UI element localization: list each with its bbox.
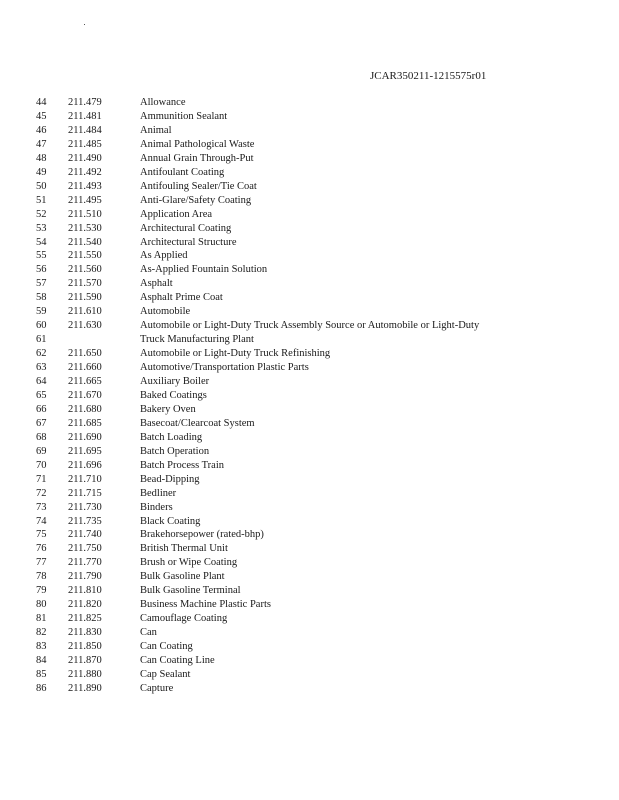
line-number: 49	[36, 166, 47, 178]
line-number: 82	[36, 627, 47, 639]
section-number: 211.492	[68, 166, 102, 178]
defined-term: Basecoat/Clearcoat System	[140, 417, 255, 429]
line-number: 66	[36, 403, 47, 415]
line-number: 79	[36, 585, 47, 597]
line-number: 64	[36, 376, 47, 387]
line-number: 72	[36, 487, 47, 499]
line-number: 70	[36, 459, 47, 471]
section-number: 211.530	[68, 222, 102, 234]
line-number: 73	[36, 501, 47, 513]
defined-term: Bead-Dipping	[140, 473, 200, 485]
section-number: 211.690	[68, 431, 102, 443]
defined-term: Ammunition Sealant	[140, 110, 228, 122]
line-number: 57	[36, 278, 47, 290]
section-number: 211.670	[68, 389, 102, 401]
line-number: 48	[36, 152, 47, 164]
defined-term: Animal Pathological Waste	[140, 138, 255, 150]
defined-term: British Thermal Unit	[140, 543, 228, 555]
section-number: 211.560	[68, 264, 102, 276]
defined-term: Baked Coatings	[140, 389, 207, 401]
defined-term: Can Coating	[140, 641, 193, 653]
defined-term: Black Coating	[140, 515, 201, 527]
defined-term: Animal	[140, 124, 172, 136]
line-number: 45	[36, 110, 47, 122]
section-number: 211.660	[68, 362, 102, 374]
section-number: 211.481	[68, 110, 102, 122]
line-number: 54	[36, 236, 47, 248]
defined-term: Can Coating Line	[140, 655, 215, 666]
section-number: 211.540	[68, 236, 102, 248]
line-number: 50	[36, 180, 47, 192]
defined-term: Batch Loading	[140, 431, 203, 443]
line-number: 52	[36, 208, 47, 220]
defined-term: Auxiliary Boiler	[140, 376, 210, 387]
line-number: 74	[36, 515, 47, 527]
line-number: 67	[36, 417, 47, 429]
section-number: 211.550	[68, 250, 102, 262]
section-number: 211.590	[68, 292, 102, 304]
section-number: 211.880	[68, 668, 102, 680]
line-number: 47	[36, 138, 47, 150]
line-number: 51	[36, 194, 47, 206]
defined-term: Automobile or Light-Duty Truck Refinishing	[140, 348, 331, 360]
defined-term: Automobile or Light-Duty Truck Assembly Source or Automobile or Light-Duty	[140, 320, 480, 332]
line-number: 60	[36, 320, 47, 332]
section-number: 211.830	[68, 627, 102, 639]
defined-term: Antifoulant Coating	[140, 166, 225, 178]
defined-term: Business Machine Plastic Parts	[140, 599, 271, 611]
defined-term: As-Applied Fountain Solution	[140, 264, 268, 276]
section-number: 211.665	[68, 376, 102, 387]
section-number: 211.820	[68, 599, 102, 611]
section-number: 211.630	[68, 320, 102, 332]
line-number: 76	[36, 543, 47, 555]
line-number: 71	[36, 473, 47, 485]
section-number: 211.696	[68, 459, 102, 471]
section-number: 211.484	[68, 124, 102, 136]
line-number: 63	[36, 362, 47, 374]
section-number: 211.810	[68, 585, 102, 597]
section-number: 211.685	[68, 417, 102, 429]
line-number: 68	[36, 431, 47, 443]
defined-term: Truck Manufacturing Plant	[140, 334, 254, 346]
defined-term: Camouflage Coating	[140, 613, 228, 625]
defined-term: Automotive/Transportation Plastic Parts	[140, 362, 309, 374]
line-number: 44	[36, 97, 47, 108]
defined-term: Cap Sealant	[140, 668, 191, 680]
defined-term: Capture	[140, 682, 174, 694]
defined-term: Annual Grain Through-Put	[140, 152, 254, 164]
line-number: 61	[36, 334, 47, 346]
section-number: 211.570	[68, 278, 102, 290]
section-number: 211.493	[68, 180, 102, 192]
defined-term: Architectural Coating	[140, 222, 232, 234]
line-number: 80	[36, 599, 47, 611]
defined-term: Application Area	[140, 208, 213, 220]
section-number: 211.650	[68, 348, 102, 360]
defined-term: Bakery Oven	[140, 403, 196, 415]
defined-term: Batch Process Train	[140, 459, 224, 471]
line-number: 83	[36, 641, 47, 653]
section-number: 211.740	[68, 529, 102, 541]
defined-term: Brush or Wipe Coating	[140, 557, 238, 569]
defined-term: Batch Operation	[140, 445, 210, 457]
defined-term: Asphalt Prime Coat	[140, 292, 223, 304]
section-number: 211.510	[68, 208, 102, 220]
defined-term: Anti-Glare/Safety Coating	[140, 194, 252, 206]
line-number: 78	[36, 571, 47, 583]
section-number: 211.850	[68, 641, 102, 653]
defined-term: Allowance	[140, 97, 186, 108]
line-number: 46	[36, 124, 47, 136]
line-number: 53	[36, 222, 47, 234]
line-number: 58	[36, 292, 47, 304]
section-number: 211.680	[68, 403, 102, 415]
defined-term: Asphalt	[140, 278, 173, 290]
line-number: 56	[36, 264, 47, 276]
defined-term: Bulk Gasoline Terminal	[140, 585, 241, 597]
defined-term: Architectural Structure	[140, 236, 237, 248]
section-number: 211.750	[68, 543, 102, 555]
defined-term: Brakehorsepower (rated-bhp)	[140, 529, 264, 541]
section-number: 211.715	[68, 487, 102, 499]
section-number: 211.770	[68, 557, 102, 569]
section-number: 211.695	[68, 445, 102, 457]
section-number: 211.730	[68, 501, 102, 513]
defined-term: Can	[140, 627, 157, 639]
line-number: 77	[36, 557, 47, 569]
section-number: 211.890	[68, 682, 102, 694]
line-number: 62	[36, 348, 47, 360]
line-number: 75	[36, 529, 47, 541]
line-number: 85	[36, 668, 47, 680]
line-number: 84	[36, 655, 47, 666]
line-number: 81	[36, 613, 47, 625]
section-number: 211.825	[68, 613, 102, 625]
defined-term: As Applied	[140, 250, 188, 262]
section-number: 211.495	[68, 194, 102, 206]
line-number: 86	[36, 682, 47, 694]
section-number: 211.710	[68, 473, 102, 485]
defined-term: Antifouling Sealer/Tie Coat	[140, 180, 257, 192]
document-id: JCAR350211-1215575r01	[370, 70, 487, 82]
section-number: 211.735	[68, 515, 102, 527]
section-number: 211.870	[68, 655, 102, 666]
defined-term: Bedliner	[140, 487, 177, 499]
section-number: 211.790	[68, 571, 102, 583]
line-number: 69	[36, 445, 47, 457]
section-number: 211.479	[68, 97, 102, 108]
defined-term: Bulk Gasoline Plant	[140, 571, 225, 583]
section-number: 211.485	[68, 138, 102, 150]
line-number: 65	[36, 389, 47, 401]
line-number: 59	[36, 306, 47, 318]
scan-speck	[84, 24, 85, 25]
section-number: 211.610	[68, 306, 102, 318]
defined-term: Automobile	[140, 306, 191, 318]
defined-term: Binders	[140, 501, 173, 513]
section-number: 211.490	[68, 152, 102, 164]
line-number: 55	[36, 250, 47, 262]
